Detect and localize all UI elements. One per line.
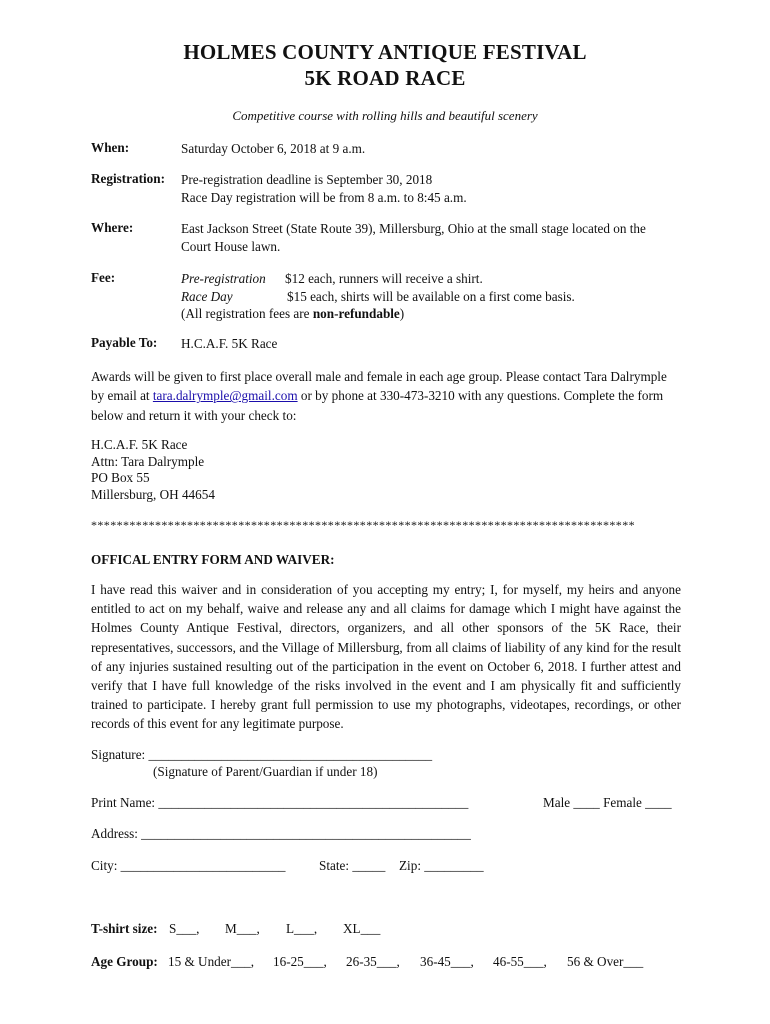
where-value	[181, 220, 691, 255]
signature-note: (Signature of Parent/Guardian if under 18)	[153, 764, 378, 779]
payable-label: Payable To:	[91, 335, 158, 350]
document-title-line2: 5K ROAD RACE	[304, 66, 466, 90]
age-group-label: Age Group:	[91, 954, 158, 969]
fee-raceday-type: Race Day	[181, 288, 233, 304]
fee-note-suffix: )	[399, 306, 405, 321]
city-field[interactable]: City: _________________________	[91, 858, 286, 873]
age-option-16-25[interactable]: 16-25___,	[273, 954, 327, 969]
zip-field[interactable]: Zip: _________	[399, 858, 484, 873]
age-option-26-35[interactable]: 26-35___,	[346, 954, 400, 969]
address-line1: H.C.A.F. 5K Race	[91, 437, 188, 452]
fee-race-day	[181, 288, 691, 306]
mailing-address	[91, 437, 215, 503]
tshirt-option-l[interactable]: L___,	[286, 921, 318, 936]
address-line4: Millersburg, OH 44654	[91, 486, 215, 502]
registration-value	[181, 171, 691, 206]
state-field[interactable]: State: _____	[319, 858, 386, 873]
when-label: When:	[91, 140, 130, 155]
contact-email-link[interactable]: tara.dalrymple@gmail.com	[152, 388, 298, 404]
entry-form-heading: OFFICAL ENTRY FORM AND WAIVER:	[91, 552, 335, 567]
waiver-paragraph: I have read this waiver and in consideration of you accepting my entry; I, for myself, my heirs and anyone entitled to act on my behalf, waive and release any and all claims for damage which I might have against the Holmes County Antique Festival, directors, organizers, and all other sponsors of the 5K Race, their representatives, successors, and the Village of Millersburg, from all claims of liability of any kind for the result of any injuries sustained resulting out of the participation in the event on October 6, 2018. I further attest and verify that I have full knowledge of the risks involved in the event and I am physically fit and sufficiently trained to participate. I hereby grant full permission to use my photographs, videotapes, recordings, or other records of this event for any legitimate purpose.	[91, 582, 681, 732]
document-title-line1: HOLMES COUNTY ANTIQUE FESTIVAL	[183, 40, 587, 64]
fee-prereg-text: $12 each, runners will receive a shirt.	[285, 271, 483, 286]
age-option-56-over[interactable]: 56 & Over___	[567, 954, 644, 969]
gender-field[interactable]: Male ____ Female ____	[543, 795, 672, 810]
fee-value	[181, 270, 691, 323]
age-option-46-55[interactable]: 46-55___,	[493, 954, 547, 969]
registration-race-day: Race Day registration will be from 8 a.m. to 8:45 a.m.	[181, 189, 467, 205]
address-line3: PO Box 55	[91, 470, 150, 485]
registration-deadline: Pre-registration deadline is September 30, 2018	[181, 172, 433, 187]
document-subtitle: Competitive course with rolling hills and beautiful scenery	[232, 108, 538, 123]
address-line2: Attn: Tara Dalrymple	[91, 453, 205, 469]
awards-text-end: or by phone at 330-473-3210 with any questions. Complete the form below and return it with your check to:	[91, 388, 664, 423]
fee-note-prefix: (All registration fees are	[181, 306, 313, 321]
tshirt-option-m[interactable]: M___,	[225, 921, 260, 936]
payable-value: H.C.A.F. 5K Race	[181, 336, 278, 351]
fee-prereg-type: Pre-registration	[181, 271, 266, 286]
when-value: Saturday October 6, 2018 at 9 a.m.	[181, 141, 366, 156]
fee-label: Fee:	[91, 270, 116, 285]
where-line1: East Jackson Street (State Route 39), Millersburg, Ohio at the small stage located on the	[181, 221, 646, 236]
fee-preregistration	[181, 270, 691, 288]
fee-note-bold: non-refundable	[312, 306, 400, 321]
age-option-36-45[interactable]: 36-45___,	[420, 954, 474, 969]
where-label: Where:	[91, 220, 134, 235]
print-name-field[interactable]: Print Name: _______________________________________________	[91, 795, 469, 810]
awards-paragraph	[91, 367, 681, 425]
age-option-15-under[interactable]: 15 & Under___,	[168, 954, 255, 969]
signature-field[interactable]: Signature: ___________________________________________	[91, 747, 433, 762]
fee-note	[181, 305, 691, 323]
tshirt-size-label: T-shirt size:	[91, 921, 158, 936]
awards-text-start: Awards will be given to first place overall male and female in each age group. Please contact Tara Dalrymple by email at	[91, 369, 667, 404]
address-field[interactable]: Address: __________________________________________________	[91, 826, 471, 841]
tshirt-option-xl[interactable]: XL___	[343, 921, 381, 936]
tshirt-option-s[interactable]: S___,	[169, 921, 200, 936]
fee-raceday-text: $15 each, shirts will be available on a first come basis.	[287, 288, 575, 304]
where-line2: Court House lawn.	[181, 238, 281, 254]
registration-label: Registration:	[91, 171, 165, 186]
separator-line: *************************************************************************************	[91, 518, 635, 532]
